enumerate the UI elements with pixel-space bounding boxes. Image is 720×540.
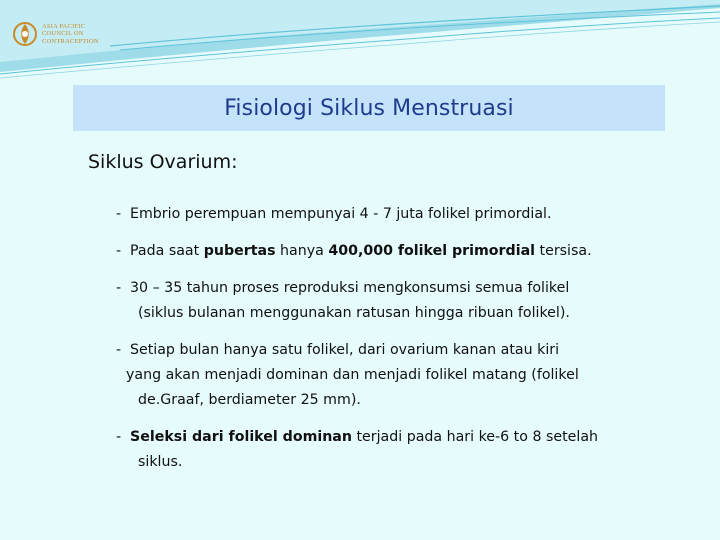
logo-line-3: CONTRACEPTION	[42, 37, 99, 45]
bullet-list	[116, 202, 676, 487]
bullet-marker: -	[116, 342, 122, 358]
bullet-text-continuation: siklus.	[138, 454, 183, 470]
bold-text: 400,000 folikel primordial	[328, 243, 536, 259]
bullet-text	[130, 239, 676, 264]
bullet-text: Embrio perempuan mempunyai 4 - 7 juta folikel primordial.	[130, 206, 552, 222]
bullet-text-continuation: (siklus bulanan menggunakan ratusan hingga ribuan folikel).	[138, 305, 570, 321]
section-subtitle: Siklus Ovarium:	[88, 151, 238, 173]
title-box	[73, 85, 665, 131]
slide-title: Fisiologi Siklus Menstruasi	[224, 95, 514, 121]
bullet-marker: -	[116, 280, 122, 296]
text-run: terjadi pada hari ke-6 to 8 setelah	[351, 429, 599, 445]
bullet-marker: -	[116, 243, 122, 259]
bullet-item	[116, 239, 676, 264]
apcoc-logo	[12, 14, 104, 54]
logo-text	[42, 23, 99, 46]
apcoc-logo-mark-icon	[12, 18, 38, 50]
bullet-marker: -	[116, 429, 122, 445]
bold-text: pubertas	[203, 243, 276, 259]
text-run: Pada saat	[130, 243, 204, 259]
bullet-item	[116, 276, 676, 326]
bullet-text: Setiap bulan hanya satu folikel, dari ovarium kanan atau kiri	[130, 342, 560, 358]
bullet-text: 30 – 35 tahun proses reproduksi mengkonsumsi semua folikel	[130, 280, 570, 296]
bullet-text-continuation: yang akan menjadi dominan dan menjadi folikel matang (folikel	[126, 367, 579, 383]
text-run: hanya	[275, 243, 329, 259]
bullet-marker: -	[116, 206, 122, 222]
bullet-text-continuation: de.Graaf, berdiameter 25 mm).	[138, 392, 361, 408]
bullet-item	[116, 425, 676, 475]
text-run: tersisa.	[535, 243, 592, 259]
logo-line-1: ASIA PACIFIC	[42, 22, 86, 30]
bullet-text	[130, 425, 676, 450]
bullet-item	[116, 202, 676, 227]
bullet-item	[116, 338, 676, 413]
header-wave-decoration	[0, 0, 720, 90]
logo-line-2: COUNCIL ON	[42, 30, 84, 38]
bold-text: Seleksi dari folikel dominan	[130, 429, 352, 445]
